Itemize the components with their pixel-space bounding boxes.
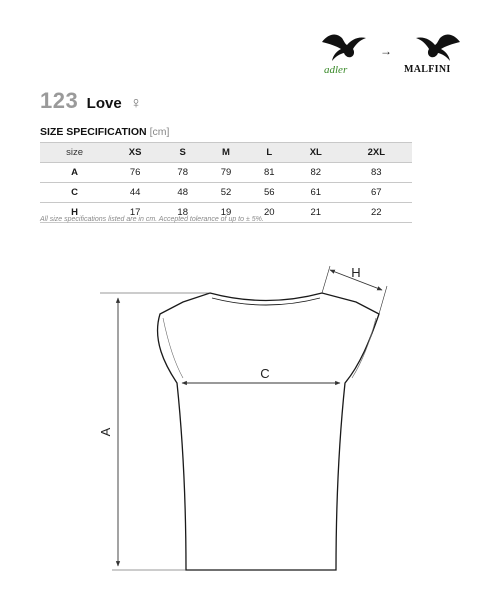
spec-title: SIZE SPECIFICATION (40, 126, 147, 138)
table-cell: 67 (341, 183, 412, 203)
table-row (40, 163, 412, 183)
table-header-cell: size (40, 143, 109, 163)
table-cell: 79 (204, 163, 247, 183)
malfini-logo-text: MALFINI (404, 64, 451, 75)
sleeve-shade-left (163, 318, 183, 378)
adler-eagle-icon (318, 28, 378, 68)
spec-heading (40, 126, 169, 138)
dimension-a-label: A (98, 427, 113, 437)
table-cell: 78 (161, 163, 204, 183)
table-cell: 19 (204, 203, 247, 223)
table-header-cell: L (248, 143, 291, 163)
table-header-cell: S (161, 143, 204, 163)
extension-line (322, 266, 330, 293)
table-cell: 76 (109, 163, 161, 183)
table-header-cell: XL (291, 143, 341, 163)
row-label: A (40, 163, 109, 183)
malfini-eagle-icon (402, 28, 464, 68)
row-label: H (40, 203, 109, 223)
table-cell: 44 (109, 183, 161, 203)
table-cell: 18 (161, 203, 204, 223)
table-header-cell: XS (109, 143, 161, 163)
tolerance-note: All size specifications listed are in cm. Accepted tolerance of up to ± 5%. (40, 216, 264, 223)
garment-diagram (0, 250, 490, 590)
row-label: C (40, 183, 109, 203)
table-header-cell: 2XL (341, 143, 412, 163)
table-cell: 56 (248, 183, 291, 203)
dimension-h-label: H (351, 265, 361, 280)
sleeve-shade-right (352, 318, 376, 378)
neckline (212, 298, 320, 305)
table-cell: 22 (341, 203, 412, 223)
table-header-row (40, 143, 412, 163)
product-title (40, 88, 142, 114)
adler-logo-text: adler (324, 64, 348, 76)
extension-line (379, 286, 387, 314)
brand-logos (318, 28, 468, 82)
table-cell: 83 (341, 163, 412, 183)
female-icon: ♀ (130, 95, 143, 112)
table-cell: 81 (248, 163, 291, 183)
table-cell: 20 (248, 203, 291, 223)
dimension-c-label: C (260, 366, 270, 381)
table-cell: 17 (109, 203, 161, 223)
table-cell: 48 (161, 183, 204, 203)
arrow-right-icon: → (380, 44, 392, 58)
product-code: 123 (40, 88, 79, 113)
tshirt-outline (158, 293, 379, 570)
product-name: Love (86, 95, 122, 112)
table-cell: 21 (291, 203, 341, 223)
table-cell: 82 (291, 163, 341, 183)
table-header-cell: M (204, 143, 247, 163)
spec-unit: [cm] (149, 126, 170, 138)
table-cell: 61 (291, 183, 341, 203)
table-row (40, 183, 412, 203)
size-table (40, 142, 412, 223)
table-cell: 52 (204, 183, 247, 203)
